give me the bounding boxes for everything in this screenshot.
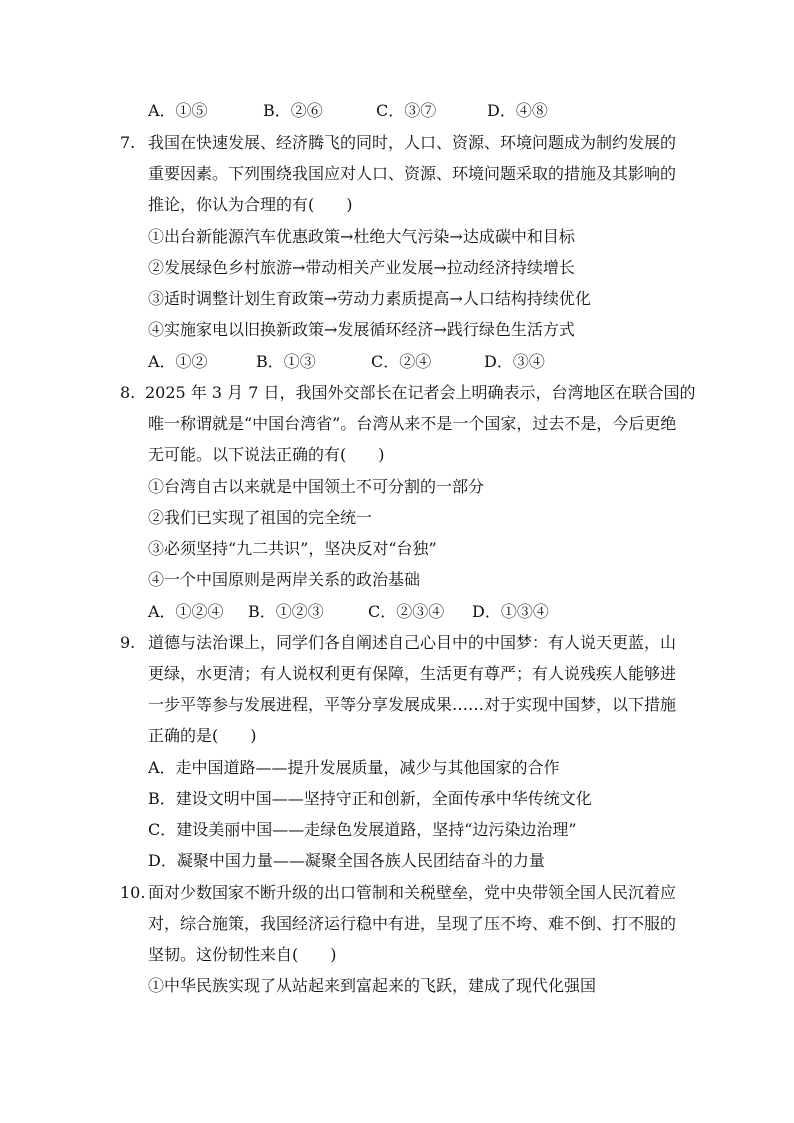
question-stem-line: 唯一称谓就是“中国台湾省”。台湾从来不是一个国家，过去不是，今后更绝: [148, 414, 677, 433]
q6-option-d: D．④⑧: [487, 101, 548, 120]
question-stem-line: 一步平等参与发展进程，平等分享发展成果……对于实现中国梦，以下措施: [148, 695, 677, 714]
q7-option-a: A．①②: [148, 352, 208, 371]
question-stem-line: 面对少数国家不断升级的出口管制和关税壁垒，党中央带领全国人民沉着应: [148, 883, 677, 902]
statement-item: ④一个中国原则是两岸关系的政治基础: [148, 570, 421, 589]
question-number: 8.: [120, 383, 136, 402]
q9-option-c: C．建设美丽中国——走绿色发展道路，坚持“边污染边治理”: [148, 820, 577, 839]
q8-option-d: D．①③④: [472, 602, 549, 621]
question-stem-line: 2025 年 3 月 7 日，我国外交部长在记者会上明确表示，台湾地区在联合国的: [145, 383, 696, 402]
q7-option-c: C．②④: [371, 352, 432, 371]
statement-item: ②我们已实现了祖国的完全统一: [148, 508, 373, 527]
q6-option-c: C．③⑦: [376, 101, 437, 120]
question-stem-line: 坚韧。这份韧性来自( ): [148, 945, 337, 964]
question-stem-line: 重要因素。下列围绕我国应对人口、资源、环境问题采取的措施及其影响的: [148, 164, 677, 183]
statement-item: ③适时调整计划生育政策→劳动力素质提高→人口结构持续优化: [148, 289, 591, 308]
q7-option-b: B．①③: [256, 352, 316, 371]
statement-item: ④实施家电以旧换新政策→发展循环经济→践行绿色生活方式: [148, 320, 575, 339]
statement-item: ②发展绿色乡村旅游→带动相关产业发展→拉动经济持续增长: [148, 258, 575, 277]
question-stem-line: 正确的是( ): [148, 726, 257, 745]
q8-option-b: B．①②③: [248, 602, 324, 621]
q8-option-a: A．①②④: [148, 602, 224, 621]
q7-option-d: D．③④: [484, 352, 545, 371]
question-stem-line: 我国在快速发展、经济腾飞的同时，人口、资源、环境问题成为制约发展的: [148, 133, 677, 152]
question-number: 10.: [120, 883, 146, 902]
statement-item: ③必须坚持“九二共识”，坚决反对“台独”: [148, 539, 437, 558]
statement-item: ①出台新能源汽车优惠政策→杜绝大气污染→达成碳中和目标: [148, 227, 575, 246]
q9-option-b: B．建设文明中国——坚持守正和创新，全面传承中华传统文化: [148, 789, 592, 808]
q6-option-b: B．②⑥: [263, 101, 323, 120]
question-stem-line: 对，综合施策，我国经济运行稳中有进，呈现了压不垮、难不倒、打不服的: [148, 914, 677, 933]
question-stem-line: 道德与法治课上，同学们各自阐述自己心目中的中国梦：有人说天更蓝，山: [148, 633, 677, 652]
q9-option-a: A．走中国道路——提升发展质量，减少与其他国家的合作: [148, 758, 560, 777]
question-stem-line: 更绿，水更清；有人说权利更有保障，生活更有尊严；有人说残疾人能够进: [148, 664, 677, 683]
q6-option-a: A．①⑤: [148, 101, 208, 120]
question-stem-line: 无可能。以下说法正确的有( ): [148, 445, 385, 464]
q9-option-d: D．凝聚中国力量——凝聚全国各族人民团结奋斗的力量: [148, 851, 545, 870]
statement-item: ①中华民族实现了从站起来到富起来的飞跃，建成了现代化强国: [148, 976, 597, 995]
question-number: 7.: [120, 133, 136, 152]
statement-item: ①台湾自古以来就是中国领土不可分割的一部分: [148, 477, 485, 496]
question-number: 9.: [120, 633, 136, 652]
q8-option-c: C．②③④: [368, 602, 445, 621]
question-stem-line: 推论，你认为合理的有( ): [148, 195, 353, 214]
